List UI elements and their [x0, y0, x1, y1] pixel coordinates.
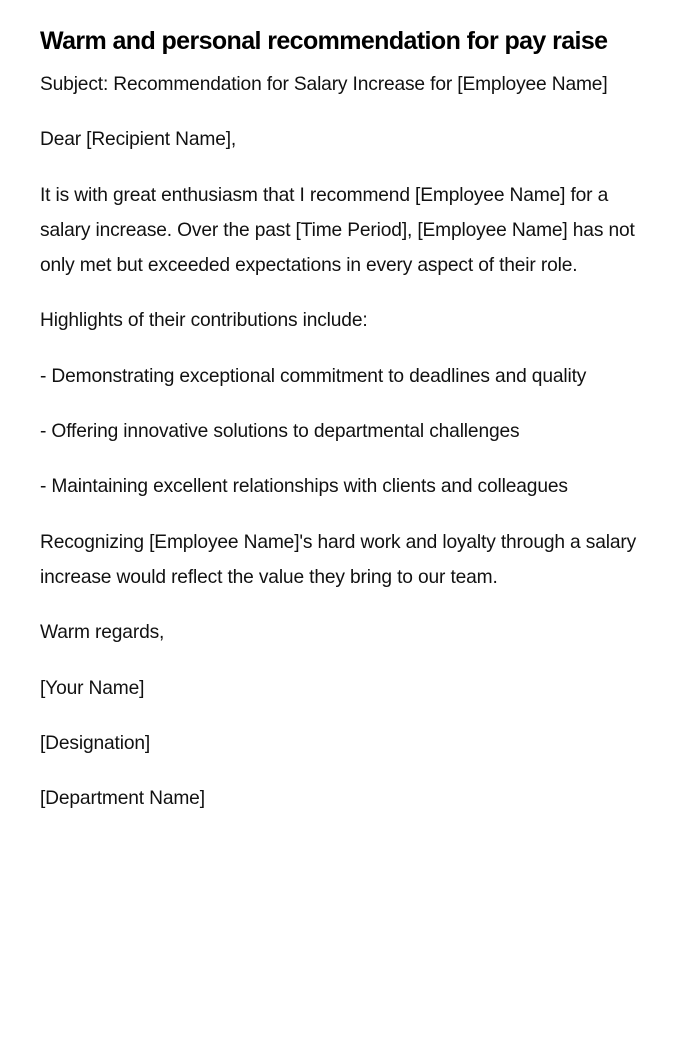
signature-designation: [Designation] [40, 732, 151, 754]
sign-off: Warm regards, [40, 622, 165, 644]
letter-document [40, 24, 650, 836]
body-paragraph-closing: Recognizing [Employee Name]'s hard work and loyalty through a salary increase would reflect the value they bring to our team. [40, 531, 637, 588]
salutation: Dear [Recipient Name], [40, 129, 237, 151]
document-title: Warm and personal recommendation for pay raise [40, 27, 608, 55]
signature-name: [Your Name] [40, 677, 145, 699]
body-paragraph-intro: It is with great enthusiasm that I recommend [Employee Name] for a salary increase. Over the past [Time Period], [Employee Name] has not only met but exceeded expectations in every aspect of their role. [40, 184, 635, 277]
signature-department: [Department Name] [40, 788, 205, 810]
highlight-item: - Maintaining excellent relationships with clients and colleagues [40, 476, 568, 498]
subject-line: Subject: Recommendation for Salary Increase for [Employee Name] [40, 74, 608, 95]
highlight-item: - Offering innovative solutions to departmental challenges [40, 421, 520, 443]
highlights-heading: Highlights of their contributions include: [40, 310, 368, 332]
highlight-item: - Demonstrating exceptional commitment to deadlines and quality [40, 365, 587, 387]
